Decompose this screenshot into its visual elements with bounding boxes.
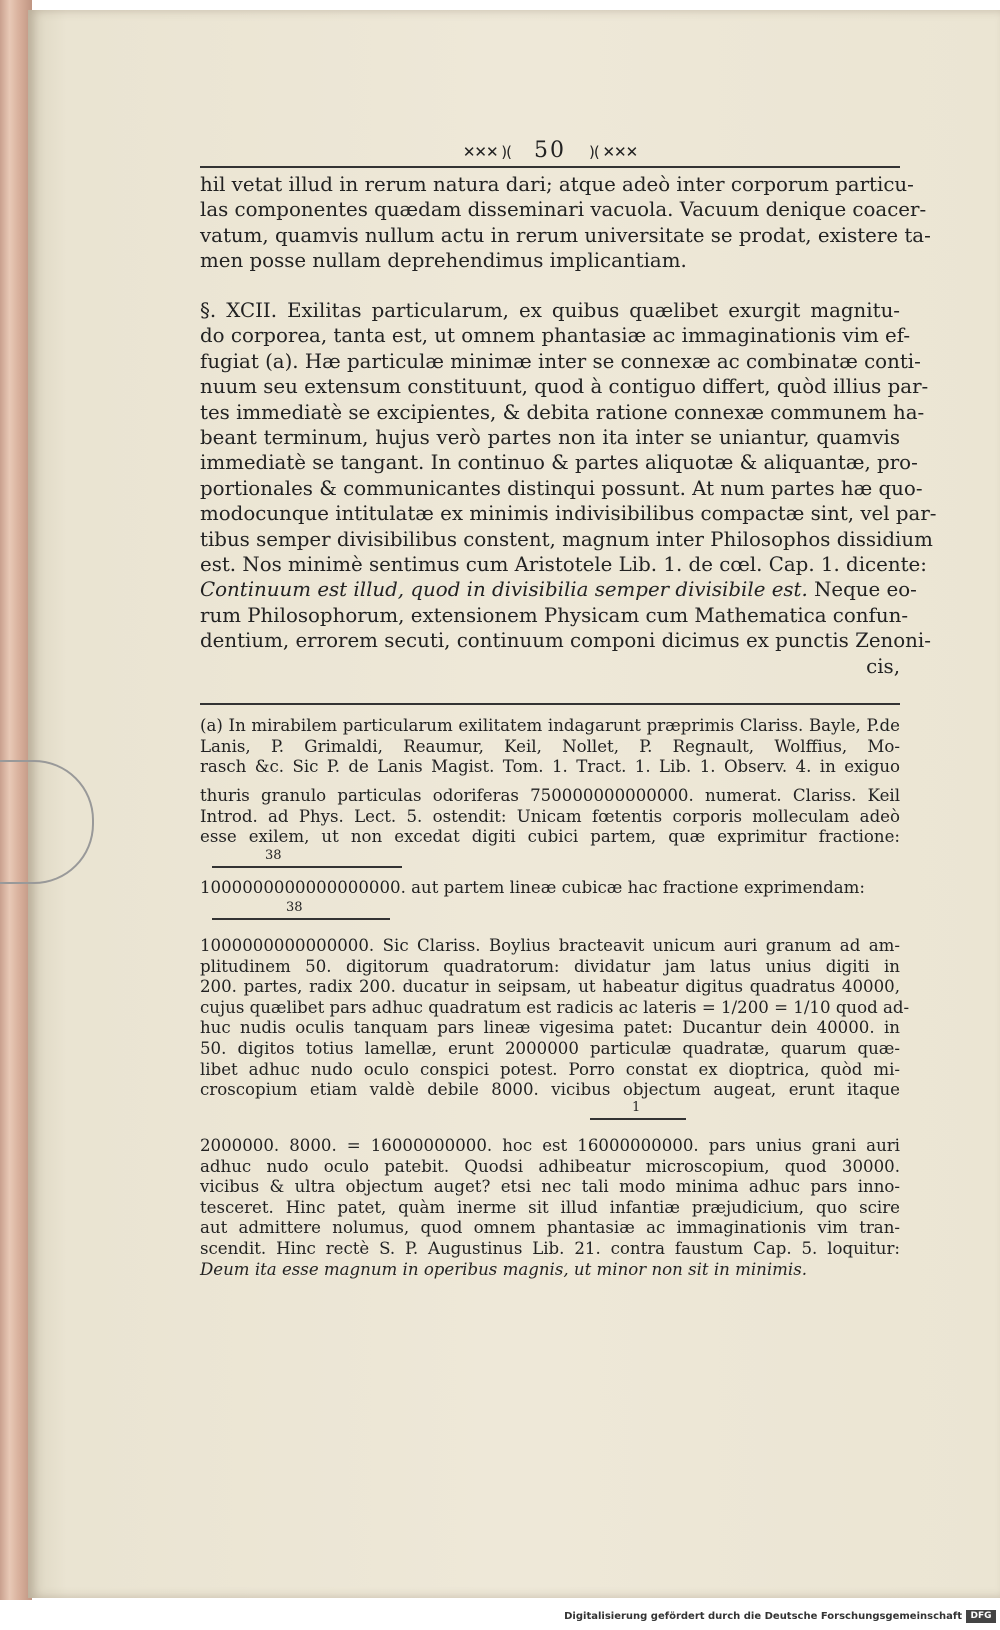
section-heading-line: §. XCII. Exilitas particularum, ex quibus quælibet exurgit magnitu-	[200, 299, 900, 322]
paragraph-section-xcii	[200, 298, 937, 679]
footnote-line: 1000000000000000. Sic Clariss. Boylius bracteavit unicum auri granum ad am-	[200, 936, 900, 955]
footnote-block-d	[200, 936, 910, 1101]
footnote-line: 200. partes, radix 200. ducatur in seipsam, ut habeatur digitus quadratus 40000,	[200, 977, 900, 997]
exponent-label: 38	[265, 848, 282, 863]
footnote-italic-line: Deum ita esse magnum in operibus magnis, ut minor non sit in minimis.	[200, 1259, 807, 1279]
footnote-line: scendit. Hinc rectè S. P. Augustinus Lib. 21. contra faustum Cap. 5. loquitur:	[200, 1238, 900, 1258]
footnote-rule	[200, 703, 900, 705]
text-line: dentium, errorem secuti, continuum componi dicimus ex punctis Zenoni-	[200, 629, 931, 653]
footnote-line: 2000000. 8000. = 16000000000. hoc est 16000000000. pars unius grani auri	[200, 1136, 900, 1155]
footnote-line: thuris granulo particulas odoriferas 750000000000000. numerat. Clariss. Keil	[200, 786, 900, 805]
footnote-line: plitudinem 50. digitorum quadratorum: dividatur jam latus unius digiti in	[200, 956, 900, 976]
text-line: las componentes quædam disseminari vacuola. Vacuum denique coacer-	[200, 198, 927, 222]
dfg-logo-icon: DFG	[966, 1610, 996, 1623]
page-number: 50	[534, 138, 566, 163]
text-line: immediatè se tangant. In continuo & partes aliquotæ & aliquantæ, pro-	[200, 451, 918, 475]
text-line: rum Philosophorum, extensionem Physicam cum Mathematica confun-	[200, 603, 909, 627]
footnote-line: 50. digitos totius lamellæ, erunt 2000000 particulæ quadratæ, quarum quæ-	[200, 1038, 900, 1058]
text-line: hil vetat illud in rerum natura dari; atque adeò inter corporum particu-	[200, 173, 914, 196]
footnote-line: huc nudis oculis tanquam pars lineæ vigesima patet: Ducantur dein 40000. in	[200, 1018, 900, 1038]
text-line: tibus semper divisibilibus constent, magnum inter Philosophos dissidium	[200, 527, 933, 551]
footnote-block-a	[200, 716, 900, 778]
ornament-right-icon: )( ✕✕✕	[589, 143, 638, 161]
footnote-line: (a) In mirabilem particularum exilitatem indagarunt præprimis Clariss. Bayle, P.de	[200, 716, 900, 735]
footnote-line: adhuc nudo oculo patebit. Quodsi adhibeatur microscopium, quod 30000.	[200, 1156, 900, 1176]
catchword	[200, 654, 900, 679]
text-line	[200, 577, 917, 602]
text-line: portionales & communicantes distinqui possunt. At num partes hæ quo-	[200, 476, 923, 500]
fraction-rule	[212, 918, 390, 920]
footnote-line: libet adhuc nudo oculo conspici potest. Porro constat ex dioptrica, quòd mi-	[200, 1059, 900, 1079]
fraction-rule	[590, 1118, 686, 1120]
running-head	[420, 138, 680, 163]
text-fragment: Neque eo-	[814, 578, 917, 602]
ornament-left-icon: ✕✕✕ )(	[462, 143, 511, 161]
footnote-line: croscopium etiam valdè debile 8000. vicibus objectum augeat, erunt itaque	[200, 1080, 900, 1100]
footnote-line: 1000000000000000000. aut partem lineæ cubicæ hac fractione exprimendam:	[200, 878, 865, 897]
text-line: tes immediatè se excipientes, & debita ratione connexæ communem ha-	[200, 400, 925, 424]
footer-credit: Digitalisierung gefördert durch die Deutsche Forschungsgemeinschaft	[564, 1611, 962, 1622]
footnote-line-c	[200, 878, 900, 899]
footnote-block-b	[200, 786, 900, 848]
text-line: modocunque intitulatæ ex minimis indivisibilibus compactæ sint, vel par-	[200, 502, 937, 526]
text-line: nuum seu extensum constituunt, quod à contiguo differt, quòd illius par-	[200, 375, 929, 399]
header-rule	[200, 166, 900, 168]
fraction-rule	[212, 866, 402, 868]
italic-quote: Continuum est illud, quod in divisibilia semper divisibile est.	[200, 578, 808, 602]
catchword-text: cis,	[866, 654, 900, 678]
footnote-line: aut admittere nolumus, quod omnem phantasiæ ac immaginationis vim tran-	[200, 1218, 900, 1238]
footnote-line: tesceret. Hinc patet, quàm inerme sit illud infantiæ præjudicium, quo scire	[200, 1197, 900, 1217]
text-line: fugiat (a). Hæ particulæ minimæ inter se connexæ ac combinatæ conti-	[200, 349, 921, 373]
footnote-line: Lanis, P. Grimaldi, Reaumur, Keil, Nollet, P. Regnault, Wolffius, Mo-	[200, 736, 900, 756]
footnote-line: vicibus & ultra objectum auget? etsi nec tali modo minima adhuc pars inno-	[200, 1177, 900, 1197]
footnote-line: rasch &c. Sic P. de Lanis Magist. Tom. 1. Tract. 1. Lib. 1. Observ. 4. in exiguo	[200, 757, 900, 777]
footnote-line: Introd. ad Phys. Lect. 5. ostendit: Unicam fœtentis corporis molleculam adeò	[200, 806, 900, 826]
text-line: vatum, quamvis nullum actu in rerum universitate se prodat, existere ta-	[200, 223, 931, 247]
footnote-line: esse exilem, ut non excedat digiti cubici partem, quæ exprimitur fractione:	[200, 827, 900, 847]
text-line: est. Nos minimè sentimus cum Aristotele Lib. 1. de cœl. Cap. 1. dicente:	[200, 553, 927, 577]
footnote-block-e	[200, 1136, 900, 1280]
text-line: beant terminum, hujus verò partes non ita inter se uniantur, quamvis	[200, 426, 900, 450]
text-line: do corporea, tanta est, ut omnem phantasiæ ac immaginationis vim ef-	[200, 324, 911, 348]
paragraph-top	[200, 172, 931, 274]
exponent-label: 1	[632, 1100, 641, 1115]
text-line: men posse nullam deprehendimus implicantiam.	[200, 249, 687, 273]
exponent-label: 38	[286, 900, 303, 915]
footnote-line: cujus quælibet pars adhuc quadratum est radicis ac lateris = 1/200 = 1/10 quod ad-	[200, 997, 910, 1017]
